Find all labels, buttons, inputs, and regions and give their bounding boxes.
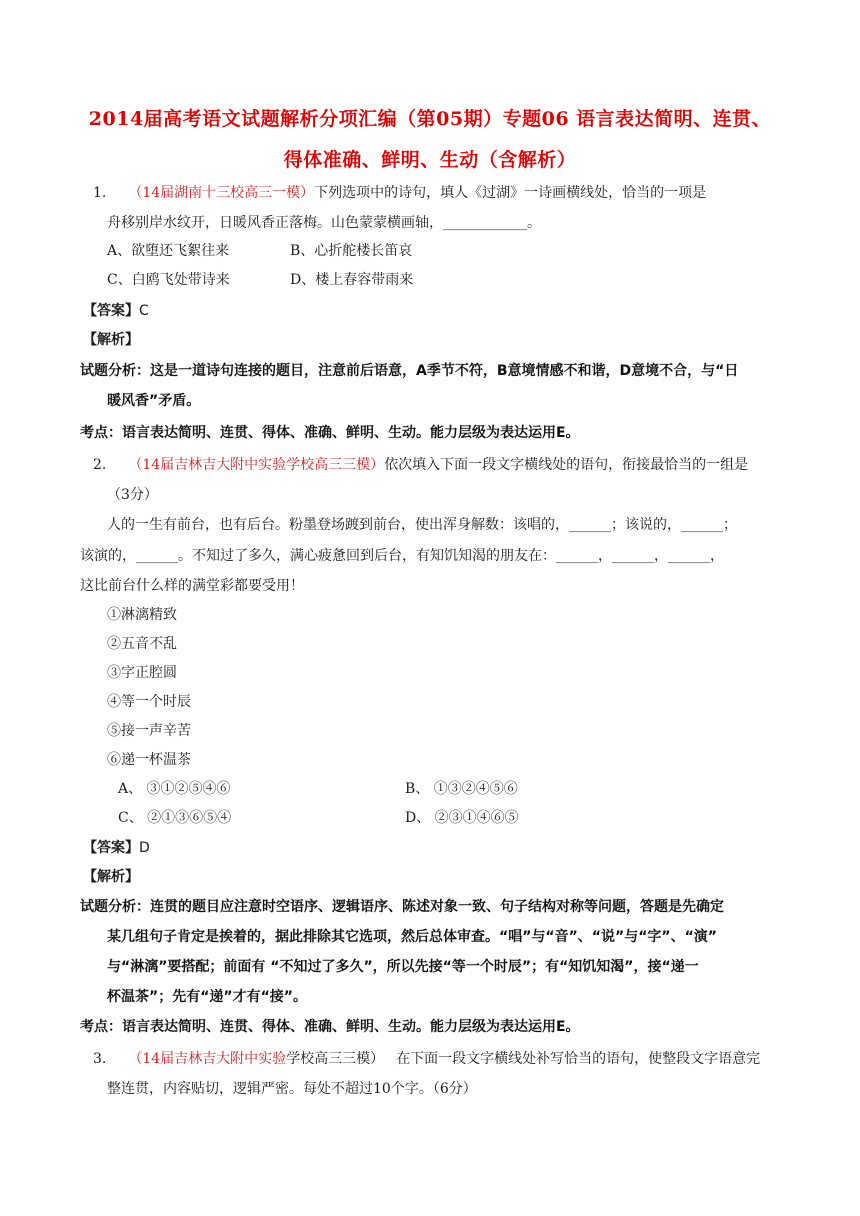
q1-knowledge-point: 考点：语言表达简明、连贯、得体、准确、鲜明、生动。能力层级为表达运用E。 bbox=[80, 425, 580, 441]
q2-item-1: ①淋漓精致 bbox=[107, 607, 177, 623]
q2-item-6: ⑥递一杯温茶 bbox=[107, 752, 191, 768]
q1-answer-label: 【答案】 bbox=[83, 303, 139, 319]
q2-item-3: ③字正腔圆 bbox=[107, 665, 177, 681]
q3-number: 3. bbox=[93, 1051, 107, 1067]
q1-source: （14届湖南十三校高三一模） bbox=[128, 185, 315, 201]
q1-option-b: B、心折舵楼长笛哀 bbox=[290, 243, 413, 259]
q3-stem: 在下面一段文字横线处补写恰当的语句，使整段文字语意完 bbox=[396, 1051, 761, 1067]
q1-analysis-label: 【解析】 bbox=[83, 332, 139, 348]
document-title-line-1: 2014届高考语文试题解析分项汇编（第05期）专题06 语言表达简明、连贯、 bbox=[88, 108, 772, 130]
q1-answer bbox=[83, 301, 149, 321]
q2-option-d: D、 ②③①④⑥⑤ bbox=[405, 810, 519, 826]
q2-paragraph-line-1: 人的一生有前台，也有后台。粉墨登场踱到前台，使出浑身解数：该唱的，______；该说的，______； bbox=[107, 517, 737, 533]
q3-line bbox=[93, 1049, 760, 1069]
q2-option-b: B、 ①③②④⑤⑥ bbox=[405, 781, 518, 797]
q1-answer-value: C bbox=[139, 303, 149, 319]
q2-answer-label: 【答案】 bbox=[83, 840, 139, 856]
q2-paragraph-line-3: 这比前台什么样的满堂彩都要受用！ bbox=[80, 578, 304, 594]
q2-analysis-line-1: 试题分析：连贯的题目应注意时空语序、逻辑语序、陈述对象一致、句子结构对称等问题，答题是先确定 bbox=[80, 899, 724, 915]
q2-source: （14届吉林吉大附中实验学校高三三模） bbox=[128, 457, 385, 473]
q1-option-d: D、楼上春容带雨来 bbox=[290, 272, 414, 288]
q2-analysis-line-4: 杯温茶”；先有“递”才有“接”。 bbox=[107, 989, 308, 1005]
q1-analysis-line-2: 暖风香”矛盾。 bbox=[107, 393, 201, 409]
q2-answer-value: D bbox=[139, 840, 150, 856]
q2-number: 2. bbox=[93, 457, 107, 473]
q2-analysis-line-3: 与“淋漓”要搭配；前面有 “不知过了多久”，所以先接“等一个时辰”；有“知饥知渴”，接“递一 bbox=[107, 959, 699, 975]
q2-analysis-label: 【解析】 bbox=[83, 869, 139, 885]
q2-option-c: C、 ②①③⑥⑤④ bbox=[118, 810, 232, 826]
q1-line bbox=[93, 183, 706, 203]
q2-score: （3分） bbox=[107, 487, 158, 503]
q2-option-a: A、 ③①②⑤④⑥ bbox=[118, 781, 231, 797]
q3-stem-line-2: 整连贯，内容贴切，逻辑严密。每处不超过10个字。（6分） bbox=[107, 1081, 477, 1097]
q2-item-5: ⑤接一声辛苦 bbox=[107, 723, 191, 739]
q2-line bbox=[93, 455, 748, 475]
q1-poem: 舟移别岸水纹开，日暖风香正落梅。山色蒙蒙横画轴，____________。 bbox=[107, 215, 541, 231]
q3-source-highlight: （14届吉林吉大附中实验 bbox=[128, 1051, 287, 1067]
q1-analysis-line-1: 试题分析：这是一道诗句连接的题目，注意前后语意，A季节不符，B意境情感不和谐，D意境不合，与“日 bbox=[80, 363, 739, 379]
q2-item-4: ④等一个时辰 bbox=[107, 694, 191, 710]
q2-knowledge-point: 考点：语言表达简明、连贯、得体、准确、鲜明、生动。能力层级为表达运用E。 bbox=[80, 1019, 580, 1035]
q1-number: 1. bbox=[93, 185, 107, 201]
q2-paragraph-line-2: 该演的，______。不知过了多久，满心疲惫回到后台，有知饥知渴的朋友在：______，______，______， bbox=[80, 548, 724, 564]
q1-stem: 下列选项中的诗句，填人《过湖》一诗画横线处，恰当的一项是 bbox=[314, 185, 707, 201]
q3-source-rest: 学校高三三模） bbox=[286, 1051, 385, 1067]
document-title-line-2: 得体准确、鲜明、生动（含解析） bbox=[283, 149, 577, 171]
q1-option-c: C、白鸥飞处带诗来 bbox=[107, 272, 230, 288]
q2-item-2: ②五音不乱 bbox=[107, 636, 177, 652]
q1-option-a: A、欲堕还飞絮往来 bbox=[107, 243, 230, 259]
q2-stem: 依次填入下面一段文字横线处的语句，衔接最恰当的一组是 bbox=[384, 457, 749, 473]
q2-analysis-line-2: 某几组句子肯定是挨着的，据此排除其它选项，然后总体审查。“唱”与“音”、“说”与“字”、“演” bbox=[107, 929, 718, 945]
q2-answer bbox=[83, 838, 150, 858]
